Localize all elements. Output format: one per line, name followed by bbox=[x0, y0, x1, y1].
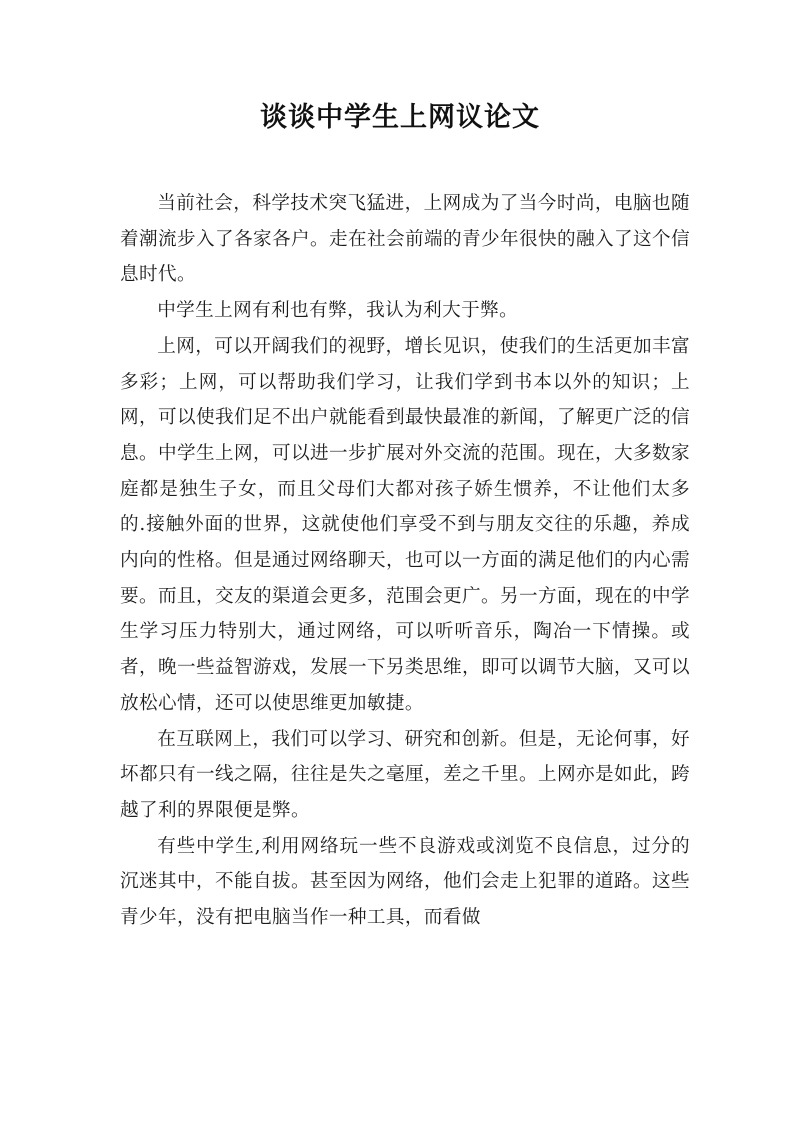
paragraph: 上网，可以开阔我们的视野，增长见识，使我们的生活更加丰富多彩；上网，可以帮助我们学习，让我们学到书本以外的知识；上网，可以使我们足不出户就能看到最快最准的新闻，了解更广泛的信息。中学生上网，可以进一步扩展对外交流的范围。现在，大多数家庭都是独生子女，而且父母们大都对孩子娇生惯养，不让他们太多的.接触外面的世界，这就使他们享受不到与朋友交往的乐趣，养成内向的性格。但是通过网络聊天，也可以一方面的满足他们的内心需要。而且，交友的渠道会更多，范围会更广。另一方面，现在的中学生学习压力特别大，通过网络，可以听听音乐，陶冶一下情操。或者，晚一些益智游戏，发展一下另类思维，即可以调节大脑，又可以放松心情，还可以使思维更加敏捷。 bbox=[120, 335, 690, 714]
paragraph: 中学生上网有利也有弊，我认为利大于弊。 bbox=[157, 300, 519, 322]
document-title: 谈谈中学生上网议论文 bbox=[260, 102, 540, 133]
document-body bbox=[120, 186, 690, 936]
paragraph: 在互联网上，我们可以学习、研究和创新。但是，无论何事，好坏都只有一线之隔，往往是失之毫厘，差之千里。上网亦是如此，跨越了利的界限便是弊。 bbox=[120, 728, 690, 821]
paragraph: 有些中学生,利用网络玩一些不良游戏或浏览不良信息，过分的沉迷其中，不能自拔。甚至因为网络，他们会走上犯罪的道路。这些青少年，没有把电脑当作一种工具，而看做 bbox=[120, 835, 690, 929]
paragraph: 当前社会，科学技术突飞猛进，上网成为了当今时尚，电脑也随着潮流步入了各家各户。走在社会前端的青少年很快的融入了这个信息时代。 bbox=[120, 193, 690, 286]
